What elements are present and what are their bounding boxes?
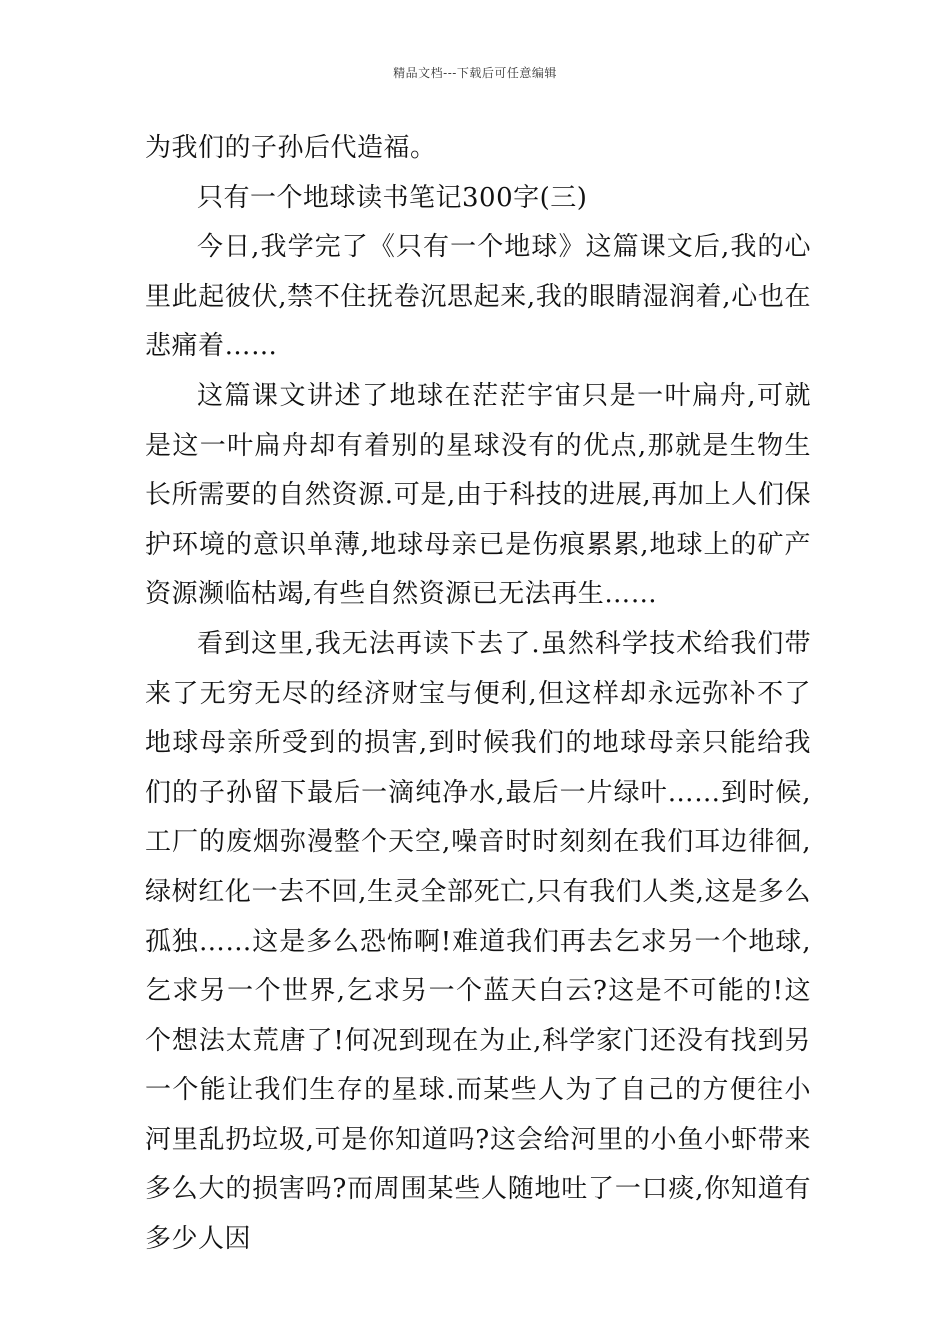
document-body <box>145 124 811 1265</box>
section-heading: 只有一个地球读书笔记300字(三) <box>197 182 588 213</box>
paragraph-continuation: 为我们的子孙后代造福。 <box>145 133 437 163</box>
paragraph: 看到这里,我无法再读下去了.虽然科学技术给我们带来了无穷无尽的经济财宝与便利,但这样却永远弥补不了地球母亲所受到的损害,到时候我们的地球母亲只能给我们的子孙留下最后一滴纯净水,最后一片绿叶……到时候,工厂的废烟弥漫整个天空,噪音时时刻刻在我们耳边徘徊,绿树红化一去不回,生灵全部死亡,只有我们人类,这是多么孤独……这是多么恐怖啊!难道我们再去乞求另一个地球,乞求另一个世界,乞求另一个蓝天白云?这是不可能的!这个想法太荒唐了!何况到现在为止,科学家门还没有找到另一个能让我们生存的星球.而某些人为了自己的方便往小河里乱扔垃圾,可是你知道吗?这会给河里的小鱼小虾带来多么大的损害吗?而周围某些人随地吐了一口痰,你知道有多少人因 <box>145 628 811 1255</box>
page-header: 精品文档---下载后可任意编辑 <box>393 66 557 80</box>
paragraph: 今日,我学完了《只有一个地球》这篇课文后,我的心里此起彼伏,禁不住抚卷沉思起来,我的眼睛湿润着,心也在悲痛着…… <box>145 232 811 362</box>
paragraph: 这篇课文讲述了地球在茫茫宇宙只是一叶扁舟,可就是这一叶扁舟却有着别的星球没有的优点,那就是生物生长所需要的自然资源.可是,由于科技的进展,再加上人们保护环境的意识单薄,地球母亲已是伤痕累累,地球上的矿产资源濒临枯竭,有些自然资源已无法再生…… <box>145 380 811 610</box>
